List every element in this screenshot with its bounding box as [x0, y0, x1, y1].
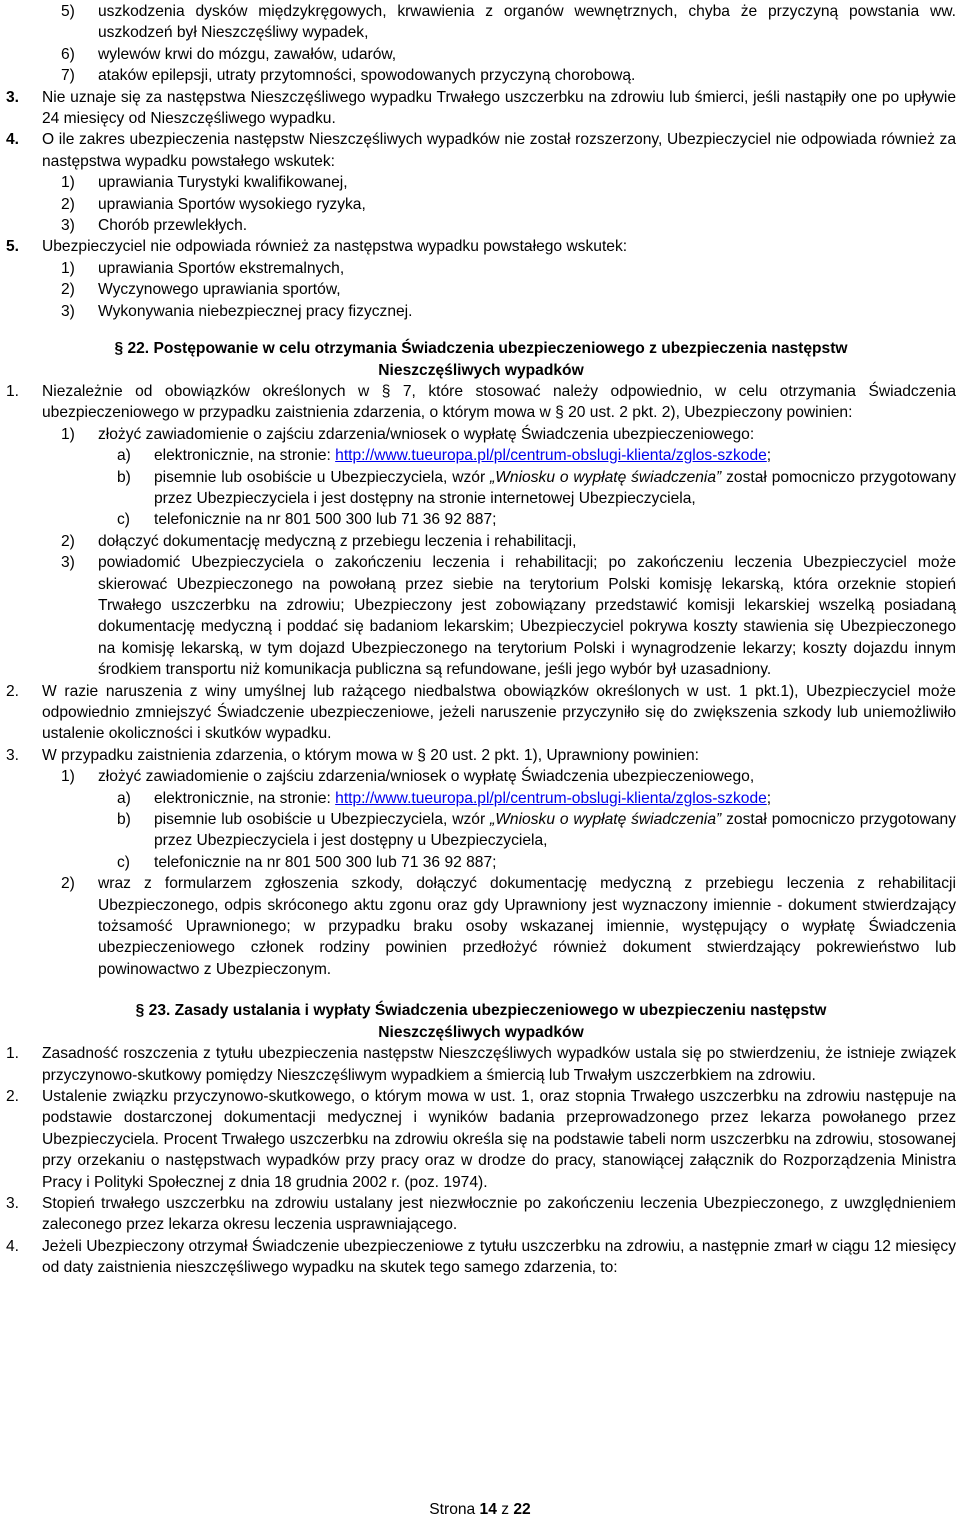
paragraph-text: Jeżeli Ubezpieczony otrzymał Świadczenie ubezpieczeniowe z tytułu uszczerbku na zdrowiu, a następnie zmarł w ciągu 12 miesięcy od daty zaistnienia nieszczęśliwego wypadku na skutek tego samego zdarzenia, to: — [42, 1237, 956, 1277]
section-heading-22 — [6, 338, 956, 381]
list-number: 3) — [61, 554, 75, 572]
sub-list-item — [6, 852, 956, 873]
list-item — [6, 873, 956, 980]
section-title-line: § 23. Zasady ustalania i wypłaty Świadczenia ubezpieczeniowego w ubezpieczeniu następstw — [135, 1002, 827, 1020]
list-number: 1) — [61, 259, 75, 277]
list-item — [6, 65, 956, 86]
paragraph-1 — [6, 1043, 956, 1086]
list-item — [6, 215, 956, 236]
claim-form-link[interactable]: http://www.tueuropa.pl/pl/centrum-obslugi-klienta/zglos-szkode — [335, 789, 767, 807]
footer-separator: z — [496, 1501, 514, 1518]
paragraph-text: Ustalenie związku przyczynowo-skutkowego, o którym mowa w ust. 1, oraz stopnia Trwałego uszczerbku na zdrowiu następuje na podstawie dostarczonej dokumentacji medycznej i wyników badania przeprowadzonego przez lekarza powołanego przez Ubezpieczyciela. Procent Trwałego uszczerbku na zdrowiu określa się na podstawie tabeli norm uszczerbku na zdrowiu, stosowanej przy orzekaniu o następstwach wypadków przy pracy oraz w drodze do pracy, stanowiącej załącznik do Rozporządzenia Ministra Pracy i Polityki Społecznej z dnia 18 grudnia 2002 r. (poz. 1974). — [42, 1087, 956, 1191]
footer-prefix: Strona — [429, 1501, 480, 1518]
list-item — [6, 301, 956, 322]
list-item — [6, 44, 956, 65]
paragraph-number: 2. — [6, 1087, 20, 1105]
sub-list-text: został pomocniczo przygotowany przez Ubezpieczyciela i jest dostępny na stronie internetowej Ubezpieczyciela, — [154, 468, 957, 507]
paragraph-text: O ile zakres ubezpieczenia następstw Nieszczęśliwych wypadków nie został rozszerzony, Ubezpieczyciel nie odpowiada również za następstwa wypadku powstałego wskutek: — [42, 131, 956, 170]
paragraph-1 — [6, 381, 956, 424]
list-text: Chorób przewlekłych. — [98, 217, 248, 235]
list-text: złożyć zawiadomienie o zajściu zdarzenia/wniosek o wypłatę Świadczenia ubezpieczeniowego, — [98, 768, 755, 786]
list-number: 3) — [61, 217, 75, 235]
list-text: wraz z formularzem zgłoszenia szkody, dołączyć dokumentację medyczną z przebiegu leczenia z rehabilitacji Ubezpieczonego, odpis skróconego aktu zgonu oraz gdy Uprawniony jest wyznaczony imiennie - dokument stwierdzający tożsamość Uprawnionego; w przypadku braku osoby wskazanej imiennie, występujący o wypłatę Świadczenia ubezpieczeniowego członek rodziny powinien przedłożyć również dokument stwierdzający pokrewieństwo lub powinowactwo z Ubezpieczonym. — [98, 875, 956, 978]
paragraph-number: 5. — [6, 238, 20, 256]
list-text: ataków epilepsji, utraty przytomności, spowodowanych przyczyną chorobową. — [98, 67, 636, 85]
list-item — [6, 424, 956, 445]
sub-list-text: pisemnie lub osobiście u Ubezpieczyciela, wzór — [154, 811, 490, 829]
sub-list-text: elektronicznie, na stronie: — [154, 447, 336, 465]
list-number: 3) — [61, 302, 75, 320]
punctuation: ; — [766, 789, 772, 807]
list-number: 2) — [61, 532, 75, 550]
paragraph-number: 2. — [6, 682, 20, 700]
paragraph-3 — [6, 1193, 956, 1236]
sub-list-item — [6, 809, 956, 852]
list-item — [6, 172, 956, 193]
sub-list-letter: b) — [117, 811, 131, 829]
claim-form-link[interactable]: http://www.tueuropa.pl/pl/centrum-obslugi-klienta/zglos-szkode — [335, 447, 767, 465]
section-title-line: § 22. Postępowanie w celu otrzymania Świadczenia ubezpieczeniowego z ubezpieczenia następstw — [114, 340, 848, 358]
list-item — [6, 552, 956, 680]
list-item — [6, 279, 956, 300]
sub-list-item — [6, 445, 956, 466]
section-title-line: Nieszczęśliwych wypadków — [378, 361, 584, 379]
list-number: 2) — [61, 195, 75, 213]
list-item — [6, 531, 956, 552]
paragraph-number: 1. — [6, 382, 20, 400]
sub-list-letter: b) — [117, 468, 131, 486]
section-title-line: Nieszczęśliwych wypadków — [378, 1023, 584, 1041]
current-page-number: 14 — [479, 1501, 497, 1518]
list-text: uszkodzenia dysków międzykręgowych, krwawienia z organów wewnętrznych, chyba że przyczyną powstania ww. uszkodzeń był Nieszczęśliwy wypadek, — [98, 3, 956, 42]
sub-list-text: telefonicznie na nr 801 500 300 lub 71 36 92 887; — [154, 853, 497, 871]
sub-list-letter: c) — [117, 853, 130, 871]
document-content — [6, 1, 956, 1279]
paragraph-text: Nie uznaje się za następstwa Nieszczęśliwego wypadku Trwałego uszczerbku na zdrowiu lub śmierci, jeśli nastąpiły one po upływie 24 miesięcy od Nieszczęśliwego wypadku. — [42, 88, 956, 128]
section-heading-23 — [6, 1000, 956, 1043]
sub-list-text: telefonicznie na nr 801 500 300 lub 71 36 92 887; — [154, 511, 497, 529]
sub-list-letter: c) — [117, 511, 130, 529]
sub-list-item — [6, 509, 956, 530]
list-text: uprawiania Turystyki kwalifikowanej, — [98, 174, 348, 192]
paragraph-text: Stopień trwałego uszczerbku na zdrowiu ustalany jest niezwłocznie po zakończeniu leczenia Ubezpieczonego, z uwzględnieniem zaleconego przez lekarza okresu leczenia usprawniającego. — [42, 1194, 956, 1234]
list-number: 1) — [61, 174, 75, 192]
sub-list-letter: a) — [117, 447, 131, 465]
list-item — [6, 1, 956, 44]
list-number: 2) — [61, 875, 75, 893]
sub-list-letter: a) — [117, 789, 131, 807]
list-number: 1) — [61, 768, 75, 786]
sub-list-text: elektronicznie, na stronie: — [154, 789, 336, 807]
list-item — [6, 766, 956, 787]
list-number: 5) — [61, 3, 75, 20]
paragraph-number: 3. — [6, 88, 20, 106]
list-text: uprawiania Sportów ekstremalnych, — [98, 259, 345, 277]
paragraph-3 — [6, 87, 956, 130]
paragraph-number: 1. — [6, 1045, 20, 1063]
sub-list-item — [6, 788, 956, 809]
paragraph-2 — [6, 1086, 956, 1193]
list-text: wylewów krwi do mózgu, zawałów, udarów, — [98, 45, 397, 63]
paragraph-number: 3. — [6, 746, 20, 764]
paragraph-5 — [6, 236, 956, 257]
list-number: 6) — [61, 45, 75, 63]
list-text: uprawiania Sportów wysokiego ryzyka, — [98, 195, 366, 213]
list-text: powiadomić Ubezpieczyciela o zakończeniu leczenia i rehabilitacji; po zakończeniu leczenia Ubezpieczyciel może skierować Ubezpieczonego na powołaną przez siebie na terytorium Polski komisję lekarską, która orzeknie stopień Trwałego uszczerbku na zdrowiu; Ubezpieczony jest zobowiązany przedstawić komisji lekarskiej wszelką posiadaną dokumentację medyczną i poddać się badaniom lekarskim; Ubezpieczyciel pokrywa koszty stawienia się Ubezpieczonego na komisję lekarską, w tym dojazd Ubezpieczonego na terytorium Polski i wynagrodzenie lekarzy; koszty dojazdu innym środkiem transportu niż komunikacja publiczna są refundowane, jeśli jego wybór był uzasadniony. — [98, 554, 956, 679]
sub-list-text: pisemnie lub osobiście u Ubezpieczyciela, wzór — [154, 468, 490, 486]
paragraph-text: Zasadność roszczenia z tytułu ubezpieczenia następstw Nieszczęśliwych wypadków ustala się po stwierdzeniu, że istnieje związek przyczynowo-skutkowy pomiędzy Nieszczęśliwym wypadkiem a śmiercią lub Trwałym uszczerbkiem na zdrowiu. — [42, 1045, 956, 1084]
list-number: 1) — [61, 425, 75, 443]
paragraph-4 — [6, 1236, 956, 1279]
list-number: 7) — [61, 67, 75, 85]
punctuation: ; — [766, 447, 772, 465]
total-pages: 22 — [513, 1501, 531, 1518]
form-name-italic: „Wniosku o wypłatę świadczenia” — [490, 811, 722, 829]
paragraph-2 — [6, 681, 956, 745]
list-text: Wyczynowego uprawiania sportów, — [98, 281, 341, 299]
paragraph-text: W przypadku zaistnienia zdarzenia, o którym mowa w § 20 ust. 2 pkt. 1), Uprawniony powinien: — [42, 746, 699, 764]
paragraph-number: 4. — [6, 131, 20, 149]
form-name-italic: „Wniosku o wypłatę świadczenia” — [490, 468, 722, 486]
list-item — [6, 194, 956, 215]
paragraph-text: W razie naruszenia z winy umyślnej lub rażącego niedbalstwa obowiązków określonych w ust. 1 pkt.1), Ubezpieczyciel może odpowiednio zmniejszyć Świadczenie ubezpieczeniowe, jeżeli naruszenie przyczyniło się do zwiększenia szkody lub uniemożliwiło ustalenie okoliczności i skutków wypadku. — [42, 682, 956, 743]
paragraph-number: 3. — [6, 1194, 20, 1212]
sub-list-text: został pomocniczo przygotowany przez Ubezpieczyciela i jest dostępny u Ubezpieczyciela, — [154, 811, 957, 850]
sub-list-item — [6, 467, 956, 510]
list-text: dołączyć dokumentację medyczną z przebiegu leczenia i rehabilitacji, — [98, 532, 577, 550]
paragraph-4 — [6, 129, 956, 172]
list-text: Wykonywania niebezpiecznej pracy fizycznej. — [98, 302, 413, 320]
list-text: złożyć zawiadomienie o zajściu zdarzenia/wniosek o wypłatę Świadczenia ubezpieczeniowego: — [98, 425, 755, 443]
list-item — [6, 258, 956, 279]
paragraph-text: Niezależnie od obowiązków określonych w § 7, które stosować należy odpowiednio, w celu otrzymania Świadczenia ubezpieczeniowego w przypadku zaistnienia zdarzenia, o którym mowa w § 20 ust. 2 pkt. 2), Ubezpieczony powinien: — [42, 382, 956, 422]
list-number: 2) — [61, 281, 75, 299]
paragraph-text: Ubezpieczyciel nie odpowiada również za następstwa wypadku powstałego wskutek: — [42, 238, 628, 256]
paragraph-number: 4. — [6, 1237, 20, 1255]
paragraph-3 — [6, 745, 956, 766]
